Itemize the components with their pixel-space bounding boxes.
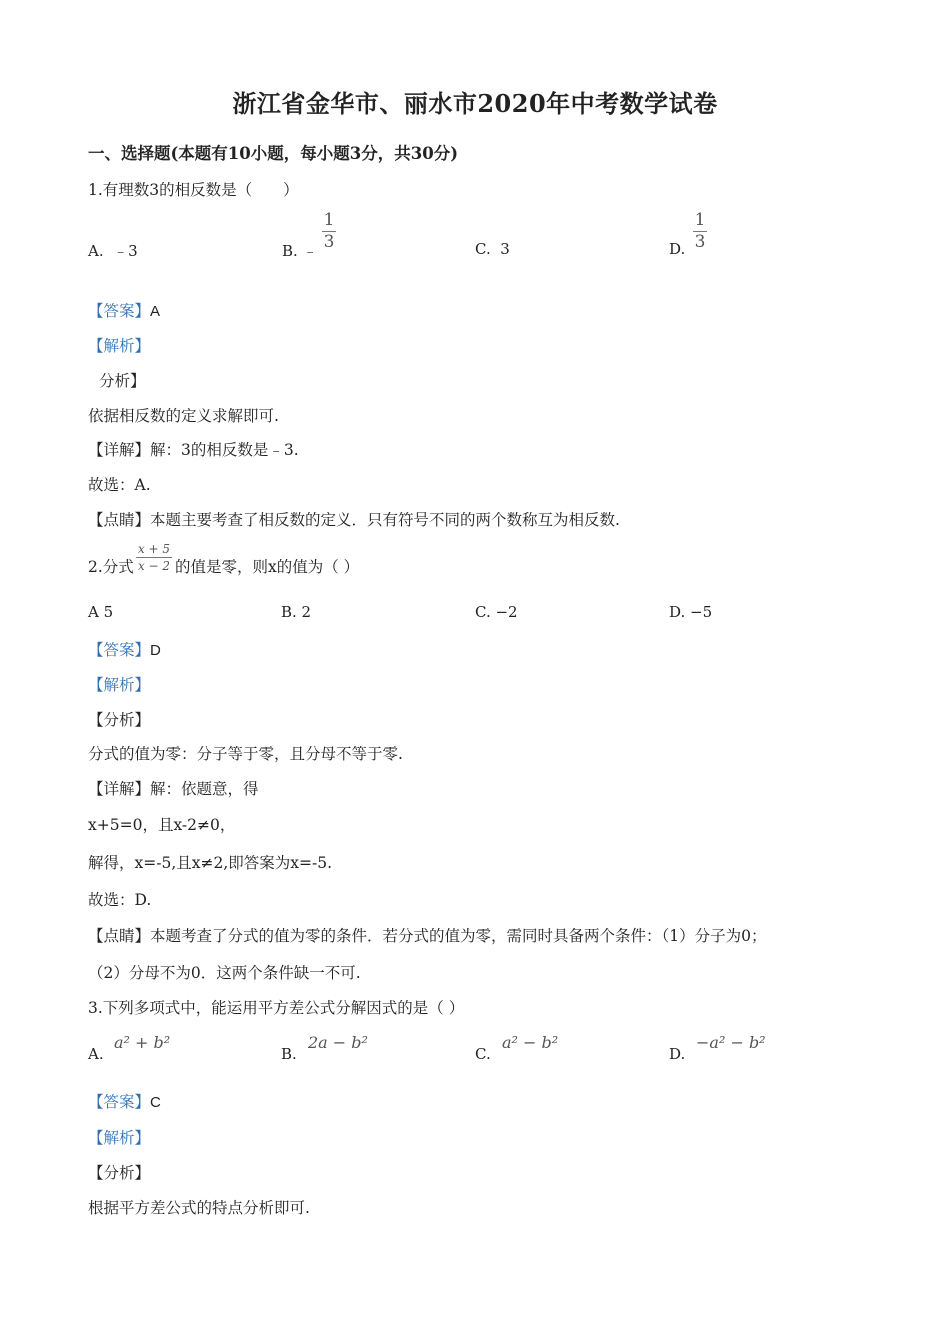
q1-detail-text: 解：3的相反数是﹣3. (150, 441, 299, 459)
q1-option-c (475, 240, 510, 258)
q3-answer-tag: 【答案】 (88, 1093, 151, 1111)
question-3-stem: 3.下列多项式中，能运用平方差公式分解因式的是（ ） (88, 999, 465, 1017)
q2-fraction-denominator: x − 2 (137, 559, 171, 573)
q3-option-a-expr: a² + b² (114, 1033, 171, 1052)
q2-detail-tag: 【详解】 (88, 780, 151, 798)
q1-choose: 故选：A. (88, 476, 151, 494)
q1-detail (88, 438, 299, 460)
q2-detail (88, 777, 259, 799)
q3-fenxi-text: 根据平方差公式的特点分析即可. (88, 1199, 310, 1217)
q2-comment-text: 本题考查了分式的值为零的条件．若分式的值为零，需同时具备两个条件：（1）分子为0； (150, 927, 767, 945)
q2-fenxi-tag: 【分析】 (88, 711, 151, 729)
q2-fenxi-text: 分式的值为零：分子等于零，且分母不等于零. (88, 745, 403, 763)
q1-option-d (669, 240, 685, 258)
q1-option-b-sign: ﹣ (302, 242, 318, 260)
q2-comment-continued: （2）分母不为0．这两个条件缺一不可. (88, 964, 361, 982)
q3-answer-value: C (150, 1094, 161, 1111)
q1-option-b (282, 240, 318, 261)
section-heading: 一、选择题(本题有10小题，每小题3分，共30分) (88, 144, 459, 163)
q3-option-c-label: C. (475, 1045, 491, 1063)
q1-option-c-label: C. (475, 240, 491, 258)
q1-fenxi-text: 依据相反数的定义求解即可. (88, 407, 279, 425)
q1-option-b-fraction (322, 212, 336, 251)
q2-fraction-numerator: x + 5 (137, 542, 171, 556)
question-1-stem: 1.有理数3的相反数是（ ） (88, 181, 299, 199)
q2-option-b: B. 2 (281, 603, 312, 621)
q1-option-d-label: D. (669, 240, 686, 258)
q2-comment (88, 924, 767, 946)
q1-option-d-numerator: 1 (694, 210, 706, 230)
q2-option-a: A 5 (88, 603, 114, 621)
q1-option-b-denominator: 3 (323, 232, 335, 252)
q2-fraction (136, 543, 172, 572)
q2-option-d: D. −5 (669, 603, 713, 621)
q3-option-b-expr: 2a − b² (308, 1033, 368, 1052)
q1-option-b-numerator: 1 (323, 210, 335, 230)
q1-comment-tag: 【点睛】 (88, 511, 151, 529)
q3-option-c-expr: a² − b² (502, 1033, 559, 1052)
q1-option-a (88, 240, 138, 261)
q3-fenxi-tag: 【分析】 (88, 1164, 151, 1182)
q2-answer-value: D (150, 642, 161, 659)
q1-answer-tag: 【答案】 (88, 302, 151, 320)
q2-answer (88, 638, 161, 660)
q2-option-c: C. −2 (475, 603, 518, 621)
q2-solution-line: 解得，x=-5,且x≠2,即答案为x=-5. (88, 854, 333, 872)
q1-comment (88, 508, 620, 530)
q3-answer (88, 1090, 161, 1112)
q3-analysis-tag: 【解析】 (88, 1129, 151, 1147)
page-title: 浙江省金华市、丽水市2020年中考数学试卷 (232, 89, 718, 118)
q3-option-d-label: D. (669, 1045, 686, 1063)
q1-fenxi-tag: 分析】 (99, 372, 146, 390)
q3-option-d-expr: −a² − b² (696, 1033, 766, 1052)
q2-detail-text: 解：依题意，得 (150, 780, 259, 798)
q1-comment-text: 本题主要考查了相反数的定义．只有符号不同的两个数称互为相反数. (150, 511, 620, 529)
q1-analysis-tag: 【解析】 (88, 337, 151, 355)
q1-option-b-label: B. (282, 242, 298, 260)
q3-option-a-label: A. (88, 1045, 104, 1063)
q2-stem-post: 的值是零，则x的值为（ ） (175, 558, 360, 576)
q2-analysis-tag: 【解析】 (88, 676, 151, 694)
q1-option-a-label: A. (88, 242, 104, 260)
q1-option-c-value: 3 (500, 240, 510, 258)
q1-answer (88, 299, 160, 321)
q1-option-d-fraction (693, 212, 707, 251)
q2-answer-tag: 【答案】 (88, 641, 151, 659)
q1-option-d-denominator: 3 (694, 232, 706, 252)
q2-stem-pre: 2.分式 (88, 558, 134, 576)
q2-comment-tag: 【点睛】 (88, 927, 151, 945)
q1-answer-value: A (150, 303, 161, 320)
q1-detail-tag: 【详解】 (88, 441, 151, 459)
q2-condition-line: x+5=0，且x-2≠0， (88, 816, 236, 834)
q2-choose: 故选：D. (88, 891, 152, 909)
q1-option-a-value: ﹣3 (113, 242, 138, 260)
q3-option-b-label: B. (281, 1045, 297, 1063)
